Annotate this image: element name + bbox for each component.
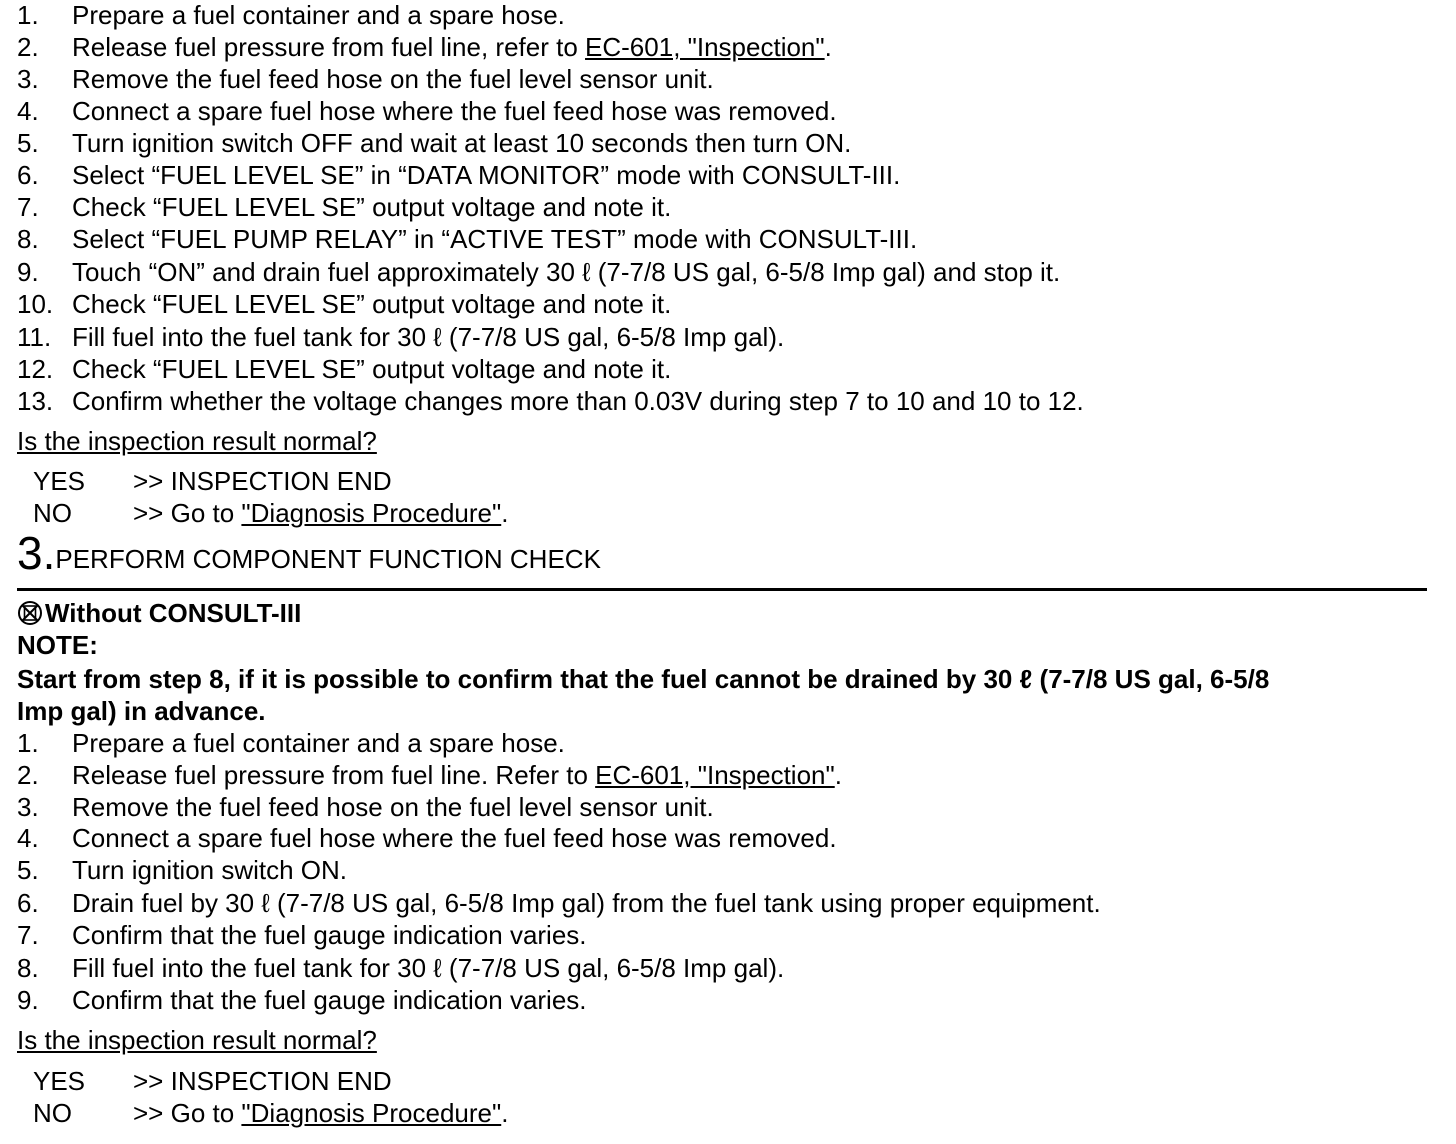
step-text: Confirm that the fuel gauge indication varies. (72, 920, 587, 950)
step-number: 7. (17, 192, 39, 222)
step-text: Touch “ON” and drain fuel approximately 30 ℓ (7-7/8 US gal, 6-5/8 Imp gal) and stop it. (72, 257, 1061, 287)
step-number: 8. (17, 953, 39, 983)
step-number: 5. (17, 855, 39, 885)
yes-key: YES (33, 466, 86, 496)
note-line-2: Imp gal) in advance. (17, 696, 266, 726)
step-text: Remove the fuel feed hose on the fuel level sensor unit. (72, 792, 714, 822)
ec-601-inspection-link[interactable]: EC-601, "Inspection" (585, 32, 825, 62)
step-number: 10. (17, 289, 54, 319)
step-text-post: . (834, 760, 842, 790)
step-number: 13. (17, 386, 54, 416)
step-text: Drain fuel by 30 ℓ (7-7/8 US gal, 6-5/8 Imp gal) from the fuel tank using proper equipment. (72, 888, 1101, 918)
step-number: 1. (17, 0, 39, 30)
yes-result: >> INSPECTION END (133, 466, 392, 496)
step-number: 9. (17, 257, 39, 287)
step-text (72, 32, 832, 62)
section-title: PERFORM COMPONENT FUNCTION CHECK (55, 544, 601, 574)
yes-key: YES (33, 1066, 86, 1096)
no-key: NO (33, 1098, 72, 1128)
note-line-1: Start from step 8, if it is possible to confirm that the fuel cannot be drained by 30 ℓ (7-7/8 US gal, 6-5/8 (17, 664, 1270, 694)
step-text-pre: Release fuel pressure from fuel line. Refer to (72, 760, 596, 790)
step-text: Fill fuel into the fuel tank for 30 ℓ (7-7/8 US gal, 6-5/8 Imp gal). (72, 322, 785, 352)
no-result (133, 1098, 508, 1128)
step-number: 4. (17, 96, 39, 126)
step-number: 2. (17, 32, 39, 62)
step-number: 3. (17, 64, 39, 94)
no-result-pre: >> Go to (133, 498, 242, 528)
step-number: 1. (17, 728, 39, 758)
section-heading (17, 528, 601, 578)
diagnosis-procedure-link[interactable]: "Diagnosis Procedure" (241, 1098, 502, 1128)
inspection-question[interactable]: Is the inspection result normal? (17, 426, 377, 456)
section-number: 3. (17, 527, 56, 579)
mode-label-line (17, 597, 301, 629)
no-key: NO (33, 498, 72, 528)
step-number: 3. (17, 792, 39, 822)
heading-divider (17, 588, 1427, 591)
no-consult-icon (17, 600, 45, 626)
step-text: Select “FUEL LEVEL SE” in “DATA MONITOR” mode with CONSULT-III. (72, 160, 901, 190)
step-text: Turn ignition switch ON. (72, 855, 348, 885)
step-number: 8. (17, 224, 39, 254)
no-result (133, 498, 508, 528)
step-text: Confirm whether the voltage changes more than 0.03V during step 7 to 10 and 10 to 12. (72, 386, 1084, 416)
step-text: Remove the fuel feed hose on the fuel level sensor unit. (72, 64, 714, 94)
step-text: Turn ignition switch OFF and wait at least 10 seconds then turn ON. (72, 128, 852, 158)
step-number: 9. (17, 985, 39, 1015)
step-text: Check “FUEL LEVEL SE” output voltage and note it. (72, 192, 672, 222)
yes-result: >> INSPECTION END (133, 1066, 392, 1096)
step-text-pre: Release fuel pressure from fuel line, refer to (72, 32, 586, 62)
step-number: 6. (17, 160, 39, 190)
no-result-post: . (501, 1098, 509, 1128)
step-text: Select “FUEL PUMP RELAY” in “ACTIVE TEST” mode with CONSULT-III. (72, 224, 918, 254)
step-text: Fill fuel into the fuel tank for 30 ℓ (7-7/8 US gal, 6-5/8 Imp gal). (72, 953, 785, 983)
step-number: 5. (17, 128, 39, 158)
step-number: 2. (17, 760, 39, 790)
note-label: NOTE: (17, 630, 98, 660)
inspection-question[interactable]: Is the inspection result normal? (17, 1025, 377, 1055)
step-text-post: . (824, 32, 832, 62)
step-number: 4. (17, 823, 39, 853)
step-text: Check “FUEL LEVEL SE” output voltage and note it. (72, 354, 672, 384)
step-text: Confirm that the fuel gauge indication varies. (72, 985, 587, 1015)
step-text: Check “FUEL LEVEL SE” output voltage and note it. (72, 289, 672, 319)
no-result-post: . (501, 498, 509, 528)
step-text (72, 760, 842, 790)
step-number: 11. (17, 322, 52, 352)
no-result-pre: >> Go to (133, 1098, 242, 1128)
diagnosis-procedure-link[interactable]: "Diagnosis Procedure" (241, 498, 502, 528)
step-number: 12. (17, 354, 54, 384)
ec-601-inspection-link[interactable]: EC-601, "Inspection" (595, 760, 835, 790)
step-number: 6. (17, 888, 39, 918)
mode-label: Without CONSULT-III (45, 598, 302, 628)
step-text: Connect a spare fuel hose where the fuel feed hose was removed. (72, 96, 837, 126)
step-text: Prepare a fuel container and a spare hose. (72, 728, 565, 758)
step-text: Connect a spare fuel hose where the fuel feed hose was removed. (72, 823, 837, 853)
step-number: 7. (17, 920, 39, 950)
step-text: Prepare a fuel container and a spare hose. (72, 0, 565, 30)
